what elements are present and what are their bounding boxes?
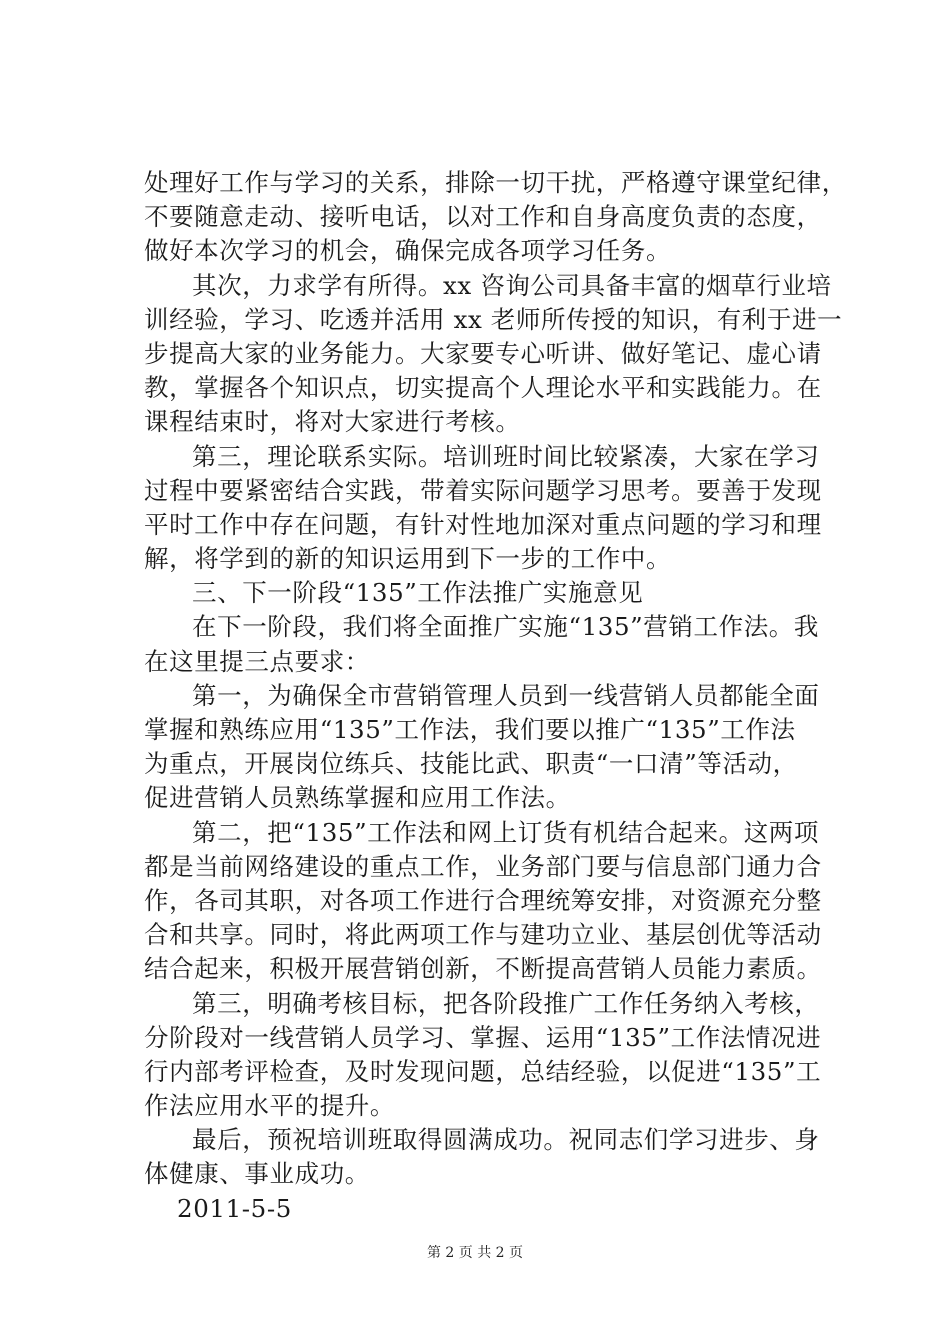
text-line: 步提高大家的业务能力。大家要专心听讲、做好笔记、虚心请 (144, 338, 822, 368)
text-line: 平时工作中存在问题，有针对性地加深对重点问题的学习和理 (144, 509, 822, 539)
text-line: 掌握和熟练应用“135”工作法，我们要以推广“135”工作法 (144, 715, 796, 744)
text-line: 解，将学到的新的知识运用到下一步的工作中。 (144, 544, 672, 574)
text-line: 体健康、事业成功。 (144, 1159, 370, 1189)
text-line: 过程中要紧密结合实践，带着实际问题学习思考。要善于发现 (144, 475, 822, 505)
text-line: 做好本次学习的机会，确保完成各项学习任务。 (144, 236, 672, 266)
document-date: 2011-5-5 (177, 1193, 292, 1223)
text-line: 训经验，学习、吃透并活用 xx 老师所传授的知识，有利于进一 (144, 304, 843, 334)
text-line: 分阶段对一线营销人员学习、掌握、运用“135”工作法情况进 (144, 1022, 822, 1052)
text-line: 在这里提三点要求： (144, 646, 370, 676)
page-number-label: 第 2 页 共 2 页 (426, 1245, 524, 1261)
text-line: 行内部考评检查，及时发现问题，总结经验，以促进“135”工 (144, 1056, 822, 1086)
text-line: 作，各司其职，对各项工作进行合理统筹安排，对资源充分整 (144, 885, 822, 915)
text-line: 促进营销人员熟练掌握和应用工作法。 (144, 783, 571, 813)
text-line: 教，掌握各个知识点，切实提高个人理论水平和实践能力。在 (144, 373, 822, 403)
text-line: 都是当前网络建设的重点工作，业务部门要与信息部门通力合 (144, 851, 822, 881)
text-line: 作法应用水平的提升。 (144, 1091, 395, 1121)
text-line: 课程结束时，将对大家进行考核。 (144, 407, 521, 437)
text-line: 结合起来，积极开展营销创新，不断提高营销人员能力素质。 (144, 954, 822, 984)
text-line: 合和共享。同时，将此两项工作与建功立业、基层创优等活动 (144, 920, 822, 950)
paragraph-start-line: 最后，预祝培训班取得圆满成功。祝同志们学习进步、身 (192, 1125, 820, 1155)
text-line: 处理好工作与学习的关系，排除一切干扰，严格遵守课堂纪律， (144, 168, 847, 197)
paragraph-start-line: 第一，为确保全市营销管理人员到一线营销人员都能全面 (192, 680, 820, 710)
paragraph-start-line: 第三，理论联系实际。培训班时间比较紧凑，大家在学习 (192, 441, 820, 471)
paragraph-start-line: 第二，把“135”工作法和网上订货有机结合起来。这两项 (192, 817, 820, 847)
paragraph-start-line: 第三，明确考核目标，把各阶段推广工作任务纳入考核， (192, 988, 820, 1018)
paragraph-start-line: 其次，力求学有所得。xx 咨询公司具备丰富的烟草行业培 (192, 270, 832, 300)
page-footer (0, 1243, 950, 1263)
text-line: 为重点，开展岗位练兵、技能比武、职责“一口清”等活动， (144, 749, 798, 779)
document-body (144, 166, 847, 1226)
text-line: 不要随意走动、接听电话，以对工作和自身高度负责的态度， (144, 202, 822, 232)
paragraph-start-line: 在下一阶段，我们将全面推广实施“135”营销工作法。我 (192, 612, 820, 642)
section-heading: 三、下一阶段“135”工作法推广实施意见 (192, 578, 644, 608)
